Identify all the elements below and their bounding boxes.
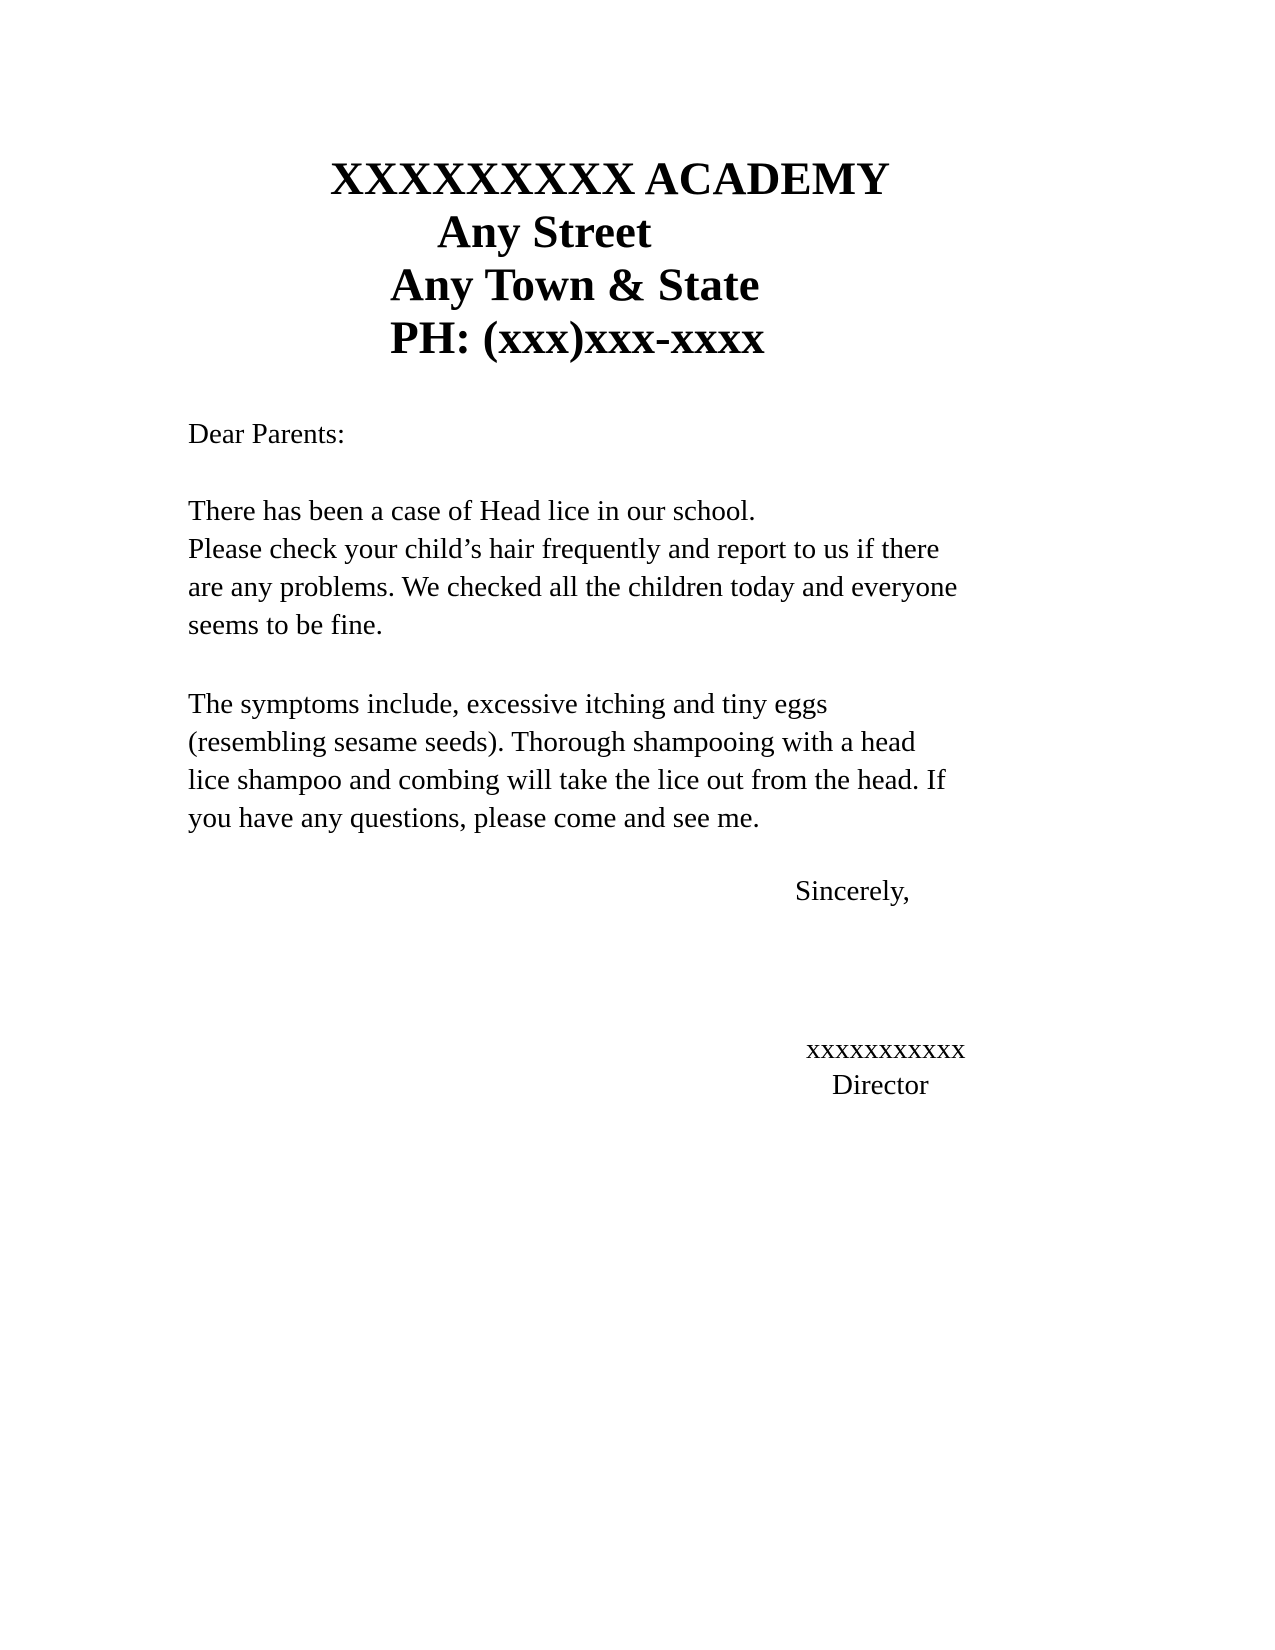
paragraph-line: The symptoms include, excessive itching and tiny eggs: [188, 688, 828, 720]
signature-title: Director: [832, 1069, 929, 1101]
paragraph-line: Please check your child’s hair frequently and report to us if there: [188, 533, 940, 565]
school-phone: PH: (xxx)xxx-xxxx: [390, 312, 765, 364]
paragraph-line: you have any questions, please come and see me.: [188, 802, 760, 834]
paragraph-line: lice shampoo and combing will take the lice out from the head. If: [188, 764, 946, 796]
paragraph-symptoms: [188, 685, 946, 837]
school-town-state: Any Town & State: [390, 259, 760, 311]
closing-sincerely: Sincerely,: [795, 875, 910, 907]
paragraph-line: There has been a case of Head lice in our school.: [188, 495, 756, 527]
salutation: Dear Parents:: [188, 418, 346, 450]
paragraph-line: seems to be fine.: [188, 609, 383, 641]
signature-name: xxxxxxxxxxx: [806, 1033, 966, 1065]
paragraph-notice: [188, 492, 957, 644]
school-street: Any Street: [437, 206, 652, 258]
school-name-heading: XXXXXXXXX ACADEMY: [330, 153, 891, 205]
paragraph-line: (resembling sesame seeds). Thorough shampooing with a head: [188, 726, 916, 758]
paragraph-line: are any problems. We checked all the children today and everyone: [188, 571, 958, 603]
